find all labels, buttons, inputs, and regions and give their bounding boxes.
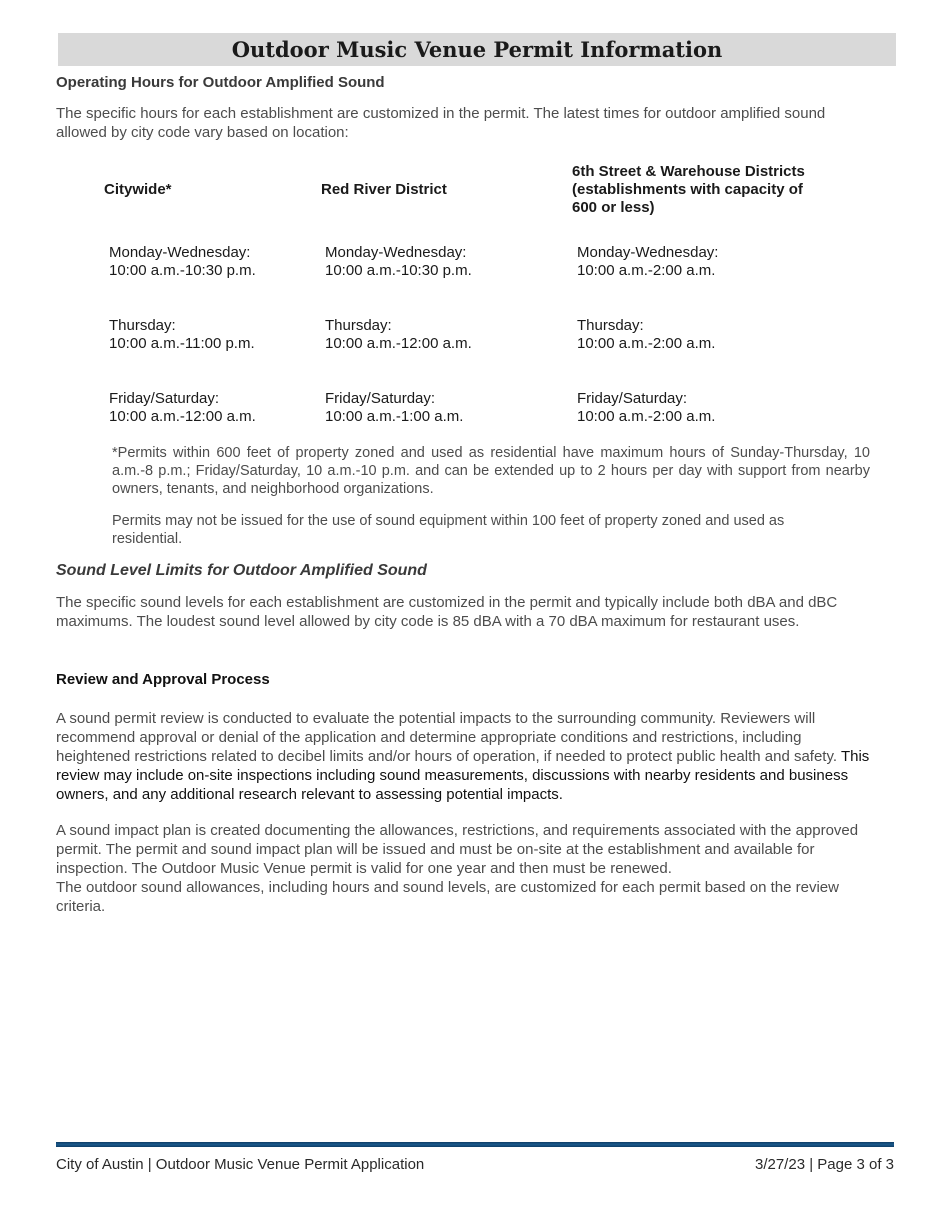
hours-range: 10:00 a.m.-2:00 a.m. xyxy=(577,408,716,425)
operating-hours-heading: Operating Hours for Outdoor Amplified Sound xyxy=(56,74,385,91)
residential-footnote: *Permits within 600 feet of property zoned and used as residential have maximum hours of Sunday-Thursday, 10 a.m.-8 p.m.; Friday/Saturday, 10 a.m.-10 p.m. and can be extended up to 2 hours per day with support from nearby owners, tenants, and neighborhood organizations. xyxy=(112,445,870,497)
hours-days: Thursday: xyxy=(109,317,176,334)
review-paragraph-3: The outdoor sound allowances, including hours and sound levels, are customized for each permit based on the review criteria. xyxy=(56,879,839,915)
hours-days: Friday/Saturday: xyxy=(325,390,436,407)
footer-divider xyxy=(56,1142,894,1147)
hours-cell xyxy=(325,244,472,280)
hours-range: 10:00 a.m.-2:00 a.m. xyxy=(577,335,716,352)
footer-document-name: City of Austin | Outdoor Music Venue Permit Application xyxy=(56,1156,425,1173)
hours-range: 10:00 a.m.-10:30 p.m. xyxy=(109,262,256,279)
document-title: Outdoor Music Venue Permit Information xyxy=(231,37,723,62)
hours-cell xyxy=(109,390,256,426)
review-text-emphasis: This review may include on-site inspections including sound measurements, discussions with nearby residents and business owners, and any additional research relevant to assessing potential impacts. xyxy=(56,748,870,803)
column-header-line: (establishments with capacity of xyxy=(572,181,803,198)
hours-cell xyxy=(577,244,718,280)
sound-limits-body: The specific sound levels for each establishment are customized in the permit and typically include both dBA and dBC maximums. The loudest sound level allowed by city code is 85 dBA with a 70 dBA maximum for restaurant uses. xyxy=(56,594,838,630)
column-header-citywide: Citywide* xyxy=(104,181,172,198)
hours-days: Monday-Wednesday: xyxy=(577,244,719,261)
footer-page-number: 3/27/23 | Page 3 of 3 xyxy=(754,1156,894,1173)
column-header-line: 6th Street & Warehouse Districts xyxy=(572,163,805,180)
review-heading: Review and Approval Process xyxy=(56,671,270,688)
hours-days: Friday/Saturday: xyxy=(109,390,220,407)
operating-hours-intro: The specific hours for each establishment are customized in the permit. The latest times for outdoor amplified sound allowed by city code vary based on location: xyxy=(56,105,826,141)
hours-days: Friday/Saturday: xyxy=(577,390,688,407)
hours-range: 10:00 a.m.-12:00 a.m. xyxy=(325,335,472,352)
column-header-6th-street xyxy=(572,163,805,217)
review-paragraph-2: A sound impact plan is created documenting the allowances, restrictions, and requirements associated with the approved permit. The permit and sound impact plan will be issued and must be on-site at the establishment and available for inspection. The Outdoor Music Venue permit is valid for one year and then must be renewed. xyxy=(56,822,859,877)
hours-cell xyxy=(325,317,472,353)
hours-days: Thursday: xyxy=(325,317,392,334)
sound-limits-heading: Sound Level Limits for Outdoor Amplified Sound xyxy=(56,562,427,579)
hours-cell xyxy=(109,317,255,353)
review-paragraph-1 xyxy=(56,709,876,804)
review-text: A sound permit review is conducted to evaluate the potential impacts to the surrounding community. Reviewers will recommend approval or denial of the application and determine appropriate conditions and restrictions, including heightened restrictions related to decibel limits and/or hours of operation, if needed to protect public health and safety. xyxy=(56,710,838,765)
hours-cell xyxy=(577,390,715,426)
hours-range: 10:00 a.m.-1:00 a.m. xyxy=(325,408,464,425)
hours-days: Thursday: xyxy=(577,317,644,334)
column-header-red-river: Red River District xyxy=(321,181,447,198)
hours-days: Monday-Wednesday: xyxy=(109,244,251,261)
hours-days: Monday-Wednesday: xyxy=(325,244,467,261)
hours-cell xyxy=(325,390,463,426)
title-banner xyxy=(58,33,896,66)
hours-range: 10:00 a.m.-2:00 a.m. xyxy=(577,262,716,279)
hours-cell xyxy=(109,244,256,280)
hours-cell xyxy=(577,317,715,353)
column-header-line: 600 or less) xyxy=(572,199,655,216)
hours-range: 10:00 a.m.-10:30 p.m. xyxy=(325,262,472,279)
residential-restriction: Permits may not be issued for the use of sound equipment within 100 feet of property zoned and used as residential. xyxy=(112,513,785,547)
hours-range: 10:00 a.m.-12:00 a.m. xyxy=(109,408,256,425)
hours-range: 10:00 a.m.-11:00 p.m. xyxy=(109,335,255,352)
